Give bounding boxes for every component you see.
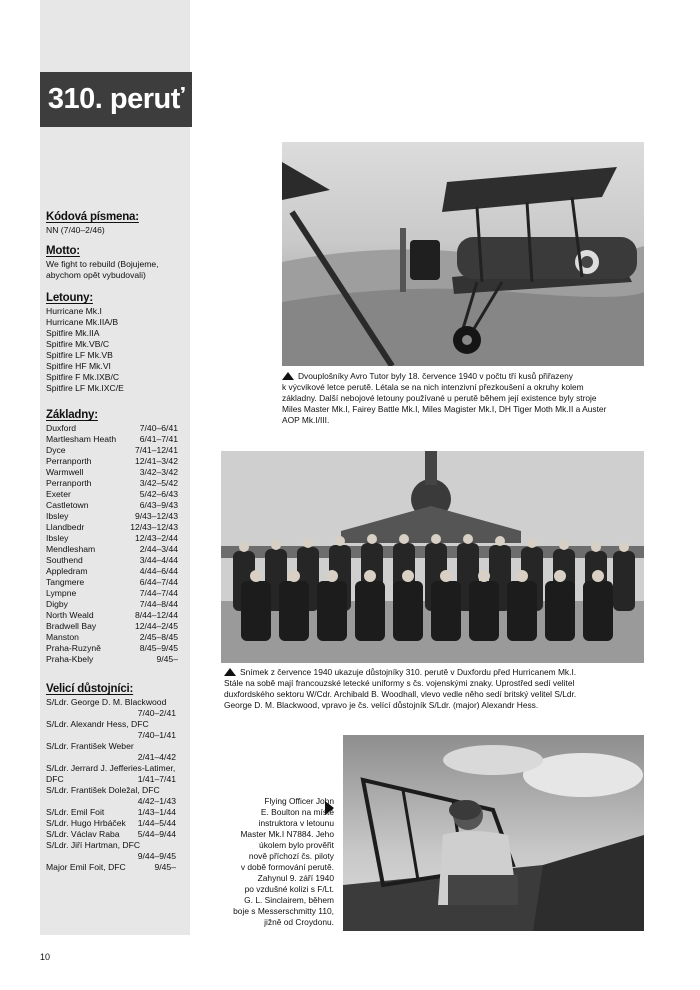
base-dates: 7/40–6/41: [139, 423, 178, 433]
caption-line: G. L. Sinclairem, během: [244, 895, 334, 905]
arrow-right-icon: [325, 801, 334, 820]
base-dates: 6/44–7/44: [139, 577, 178, 587]
aircraft-section: [46, 293, 186, 394]
base-name: Appledram: [46, 566, 88, 576]
base-dates: 5/42–6/43: [139, 489, 178, 499]
base-row: [46, 522, 178, 533]
base-dates: 12/43–2/44: [134, 533, 178, 543]
base-name: Bradwell Bay: [46, 621, 97, 631]
caption-line: Snímek z července 1940 ukazuje důstojníky 310. perutě v Duxfordu před Hurricanem Mk.I.: [240, 667, 577, 677]
base-dates: 7/41–12/41: [134, 445, 178, 455]
caption-line: instruktora v letounu: [258, 818, 334, 828]
aircraft-item: Hurricane Mk.IIA/B: [46, 317, 119, 327]
commanders-heading: Velicí důstojníci:: [46, 683, 134, 695]
caption-line: Dvouplošníky Avro Tutor byly 18. července 1940 v počtu tří kusů přiřazeny: [298, 371, 573, 381]
caption-line: duxfordského sektoru W/Cdr. Archibald B. Woodhall, vlevo vedle něho sedí britský velitel S/Ldr.: [224, 689, 577, 699]
base-row: [46, 478, 178, 489]
bases-section: [46, 410, 178, 665]
base-row: [46, 456, 178, 467]
base-name: Perranporth: [46, 478, 92, 488]
base-dates: 2/45–8/45: [139, 632, 178, 642]
aircraft-item: Spitfire Mk.VB/C: [46, 339, 110, 349]
commander-name: Major Emil Foit, DFC: [46, 862, 126, 872]
page-title: 310. peruť: [40, 72, 192, 127]
commander-entry: [46, 807, 186, 818]
caption-officers-group: [224, 667, 644, 711]
caption-line: boje s Messerschmitty 110,: [233, 906, 334, 916]
base-dates: 9/43–12/43: [134, 511, 178, 521]
base-row: [46, 621, 178, 632]
commander-name-suffix: DFC: [46, 774, 64, 784]
commanders-section: [46, 684, 186, 873]
commander-entry: [46, 818, 186, 829]
base-name: Martlesham Heath: [46, 434, 117, 444]
base-name: Lympne: [46, 588, 77, 598]
base-row: [46, 445, 178, 456]
base-name: Llandbedr: [46, 522, 85, 532]
commander-dates: 9/44–9/45: [137, 851, 176, 861]
triangle-up-icon: [224, 668, 236, 676]
base-name: Perranporth: [46, 456, 92, 466]
caption-line: nově příchozí čs. piloty: [248, 851, 334, 861]
base-row: [46, 632, 178, 643]
base-dates: 7/44–8/44: [139, 599, 178, 609]
caption-line: po vzdušné kolizi s F/Lt.: [244, 884, 334, 894]
commander-entry: [46, 741, 186, 763]
commanders-list: [46, 697, 186, 873]
base-name: Manston: [46, 632, 79, 642]
base-dates: 8/45–9/45: [139, 643, 178, 653]
photo-avro-tutor: [282, 142, 644, 366]
base-row: [46, 544, 178, 555]
aircraft-item: Spitfire F Mk.IXB/C: [46, 372, 120, 382]
base-row: [46, 588, 178, 599]
base-name: Warmwell: [46, 467, 84, 477]
base-row: [46, 500, 178, 511]
base-row: [46, 643, 178, 654]
base-dates: 3/42–5/42: [139, 478, 178, 488]
commander-name: S/Ldr. Alexandr Hess, DFC: [46, 719, 149, 729]
biplane-photo-illustration: [282, 142, 644, 366]
base-dates: 3/42–3/42: [139, 467, 178, 477]
base-row: [46, 533, 178, 544]
commander-dates: 4/42–1/43: [137, 796, 176, 806]
base-name: Mendlesham: [46, 544, 96, 554]
bases-heading: Základny:: [46, 409, 98, 421]
base-dates: 12/41–3/42: [134, 456, 178, 466]
pilot-photo-illustration: [343, 735, 644, 931]
caption-line: Zahynul 9. září 1940: [257, 873, 334, 883]
base-row: [46, 467, 178, 478]
commander-row: [46, 774, 186, 785]
commander-dates: 1/43–1/44: [137, 807, 176, 817]
base-row: [46, 489, 178, 500]
commander-entry: [46, 785, 186, 807]
base-dates: 3/44–4/44: [139, 555, 178, 565]
caption-line: E. Boulton na místě: [260, 807, 334, 817]
commander-entry: [46, 829, 186, 840]
commander-name: S/Ldr. František Weber: [46, 741, 134, 751]
caption-line: k výcvikové letce perutě. Létala se na nich intenzivní přezkoušení a okruhy kolem: [282, 382, 584, 392]
base-name: Castletown: [46, 500, 89, 510]
aircraft-item: Hurricane Mk.I: [46, 306, 102, 316]
base-row: [46, 610, 178, 621]
base-dates: 6/43–9/43: [139, 500, 178, 510]
caption-line: základny. Další nebojové letouny používané u perutě během její existence byly stroje: [282, 393, 597, 403]
caption-line: úkolem bylo prověřit: [259, 840, 334, 850]
commander-name: S/Ldr. Jiří Hartman, DFC: [46, 840, 141, 850]
caption-pilot-boulton: [222, 796, 334, 928]
aircraft-item: Spitfire LF Mk.IXC/E: [46, 383, 124, 393]
base-dates: 4/44–6/44: [139, 566, 178, 576]
caption-line: Master Mk.I N7884. Jeho: [240, 829, 334, 839]
caption-line: jižně od Croydonu.: [264, 917, 334, 927]
photo-pilot-boulton: [343, 735, 644, 931]
commander-entry: [46, 862, 186, 873]
base-name: Praha-Ruzyně: [46, 643, 101, 653]
base-row: [46, 599, 178, 610]
caption-line: AOP Mk.I/III.: [282, 415, 330, 425]
base-name: Exeter: [46, 489, 71, 499]
motto-line: We fight to rebuild (Bojujeme,: [46, 259, 159, 269]
commander-dates: 1/44–5/44: [137, 818, 176, 828]
caption-lines: [222, 796, 334, 928]
base-name: Southend: [46, 555, 83, 565]
base-row: [46, 577, 178, 588]
motto-line: abychom opět vybudovali): [46, 270, 146, 280]
commander-dates: 1/41–7/41: [137, 774, 176, 784]
commander-name: S/Ldr. Emil Foit: [46, 807, 105, 817]
caption-line: Stále na sobě mají francouzské letecké uniformy s čs. vojenskými znaky. Uprostřed sedí velitel: [224, 678, 575, 688]
commander-entry: [46, 763, 186, 785]
base-name: Digby: [46, 599, 68, 609]
base-name: Duxford: [46, 423, 77, 433]
caption-line: Miles Master Mk.I, Fairey Battle Mk.I, Miles Magister Mk.I, DH Tiger Moth Mk.II a Auster: [282, 404, 607, 414]
aircraft-list: [46, 306, 186, 394]
base-name: Dyce: [46, 445, 66, 455]
motto-section: [46, 246, 186, 281]
commander-entry: [46, 697, 186, 719]
commander-entry: [46, 719, 186, 741]
base-dates: 12/43–12/43: [130, 522, 178, 532]
base-name: North Weald: [46, 610, 94, 620]
commander-dates: 2/41–4/42: [137, 752, 176, 762]
base-name: Ibsley: [46, 533, 69, 543]
commander-dates: 5/44–9/44: [137, 829, 176, 839]
codes-heading: Kódová písmena:: [46, 211, 139, 223]
caption-line: Flying Officer John: [264, 796, 334, 806]
commander-name: S/Ldr. Jerrard J. Jefferies-Latimer,: [46, 763, 176, 773]
triangle-up-icon: [282, 372, 294, 380]
base-dates: 6/41–7/41: [139, 434, 178, 444]
commander-name: S/Ldr. František Doležal, DFC: [46, 785, 160, 795]
base-row: [46, 511, 178, 522]
motto-heading: Motto:: [46, 245, 80, 257]
group-photo-illustration: [221, 451, 644, 663]
base-dates: 8/44–12/44: [134, 610, 178, 620]
base-dates: 12/44–2/45: [134, 621, 178, 631]
codes-section: [46, 212, 186, 236]
aircraft-item: Spitfire HF Mk.VI: [46, 361, 111, 371]
commander-entry: [46, 840, 186, 862]
base-dates: 2/44–3/44: [139, 544, 178, 554]
base-row: [46, 555, 178, 566]
caption-line: v době formování perutě.: [240, 862, 334, 872]
base-row: [46, 654, 178, 665]
base-row: [46, 423, 178, 434]
codes-value: NN (7/40–2/46): [46, 225, 105, 235]
commander-name: S/Ldr. George D. M. Blackwood: [46, 697, 167, 707]
photo-officers-group: [221, 451, 644, 663]
commander-name: S/Ldr. Václav Raba: [46, 829, 120, 839]
commander-dates: 9/45–: [154, 862, 176, 872]
commander-dates: 7/40–1/41: [137, 730, 176, 740]
base-name: Praha-Kbely: [46, 654, 94, 664]
base-name: Ibsley: [46, 511, 69, 521]
base-name: Tangmere: [46, 577, 85, 587]
aircraft-item: Spitfire Mk.IIA: [46, 328, 100, 338]
commander-name: S/Ldr. Hugo Hrbáček: [46, 818, 126, 828]
aircraft-heading: Letouny:: [46, 292, 93, 304]
caption-avro-tutor: [282, 371, 644, 426]
base-row: [46, 566, 178, 577]
commander-dates: 7/40–2/41: [137, 708, 176, 718]
page-number: 10: [40, 952, 51, 962]
base-row: [46, 434, 178, 445]
base-dates: 9/45–: [156, 654, 178, 664]
base-dates: 7/44–7/44: [139, 588, 178, 598]
aircraft-item: Spitfire LF Mk.VB: [46, 350, 113, 360]
bases-list: [46, 423, 178, 665]
caption-line: George D. M. Blackwood, vpravo je čs. velící důstojník S/Ldr. (major) Alexandr Hess.: [224, 700, 539, 710]
